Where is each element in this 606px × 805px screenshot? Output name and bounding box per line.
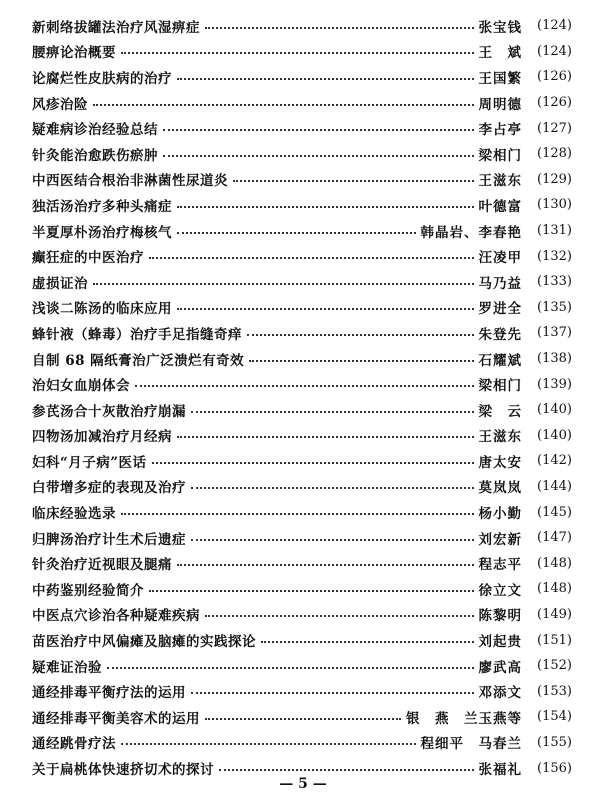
entry-author: 邓添文 [478, 685, 522, 702]
toc-entry [32, 141, 572, 167]
entry-title: 四物汤加减治疗月经病 [32, 429, 172, 446]
entry-page: (130) [537, 197, 572, 213]
toc-entry [32, 448, 572, 474]
entry-page: (124) [537, 43, 572, 59]
dot-leader [135, 385, 474, 387]
dot-leader [177, 308, 474, 310]
entry-author: 廖武高 [478, 659, 522, 676]
entry-author: 唐太安 [478, 454, 522, 471]
entry-page: (129) [537, 171, 572, 187]
entry-page: (135) [537, 299, 572, 315]
dot-leader [152, 462, 474, 464]
toc-entry [32, 550, 572, 576]
entry-author: 徐立文 [478, 582, 522, 599]
entry-title: 浅谈二陈汤的临床应用 [32, 301, 172, 318]
entry-author: 王滋东 [478, 429, 522, 446]
entry-author: 陈黎明 [478, 608, 522, 625]
toc-entry [32, 678, 572, 704]
toc-entry [32, 346, 572, 372]
dot-leader [93, 283, 474, 285]
entry-title: 参芪汤合十灰散治疗崩漏 [32, 403, 186, 420]
dot-leader [261, 641, 474, 643]
entry-title: 针灸治疗近视眼及腿痛 [32, 557, 172, 574]
entry-page: (152) [537, 658, 572, 674]
entry-author: 张福礼 [478, 762, 522, 779]
entry-title: 新刺络拔罐法治疗风湿痹症 [32, 19, 200, 36]
entry-page: (126) [537, 69, 572, 85]
entry-author: 程细平 马春兰 [420, 736, 522, 753]
entry-title: 蜂针液（蜂毒）治疗手足指缝奇痒 [32, 326, 242, 343]
entry-title: 中药鉴别经验简介 [32, 582, 144, 599]
toc-entry [32, 320, 572, 346]
page-number: — 5 — [279, 776, 327, 792]
dot-leader [219, 769, 474, 771]
toc-entry [32, 167, 572, 193]
entry-author: 石耀斌 [478, 352, 522, 369]
dot-leader [191, 539, 474, 541]
entry-author: 叶德富 [478, 198, 522, 215]
toc-entry [32, 295, 572, 321]
dot-leader [177, 436, 474, 438]
toc-entry [32, 39, 572, 65]
entry-author: 韩晶岩、李春艳 [420, 224, 522, 241]
entry-page: (156) [537, 760, 572, 776]
entry-title: 自制 68 隔纸膏治广泛溃烂有奇效 [32, 352, 245, 369]
entry-page: (124) [537, 18, 572, 34]
entry-author: 梁 云 [478, 403, 522, 420]
entry-page: (144) [537, 478, 572, 494]
entry-author: 刘宏新 [478, 531, 522, 548]
dot-leader [191, 411, 474, 413]
toc-entry [32, 653, 572, 679]
toc-entry [32, 371, 572, 397]
dot-leader [121, 513, 474, 515]
entry-author: 马乃益 [478, 275, 522, 292]
entry-author: 王滋东 [478, 173, 522, 190]
entry-author: 朱登先 [478, 326, 522, 343]
entry-page: (139) [537, 376, 572, 392]
entry-title: 虚损证治 [32, 275, 88, 292]
entry-title: 论腐烂性皮肤病的治疗 [32, 70, 172, 87]
dot-leader [121, 743, 416, 745]
entry-title: 通经排毒平衡疗法的运用 [32, 685, 186, 702]
toc-entry [32, 115, 572, 141]
toc-entry [32, 269, 572, 295]
toc-entry [32, 90, 572, 116]
entry-title: 中西医结合根治非淋菌性尿道炎 [32, 173, 228, 190]
dot-leader [149, 590, 474, 592]
toc-entry [32, 602, 572, 628]
entry-page: (131) [537, 223, 572, 239]
toc-entry [32, 218, 572, 244]
entry-title: 关于扁桃体快速挤切术的探讨 [32, 762, 214, 779]
entry-page: (132) [537, 248, 572, 264]
toc-entry [32, 423, 572, 449]
dot-leader [205, 27, 474, 29]
entry-author: 罗进全 [478, 301, 522, 318]
entry-page: (140) [537, 427, 572, 443]
entry-author: 王 斌 [478, 45, 522, 62]
entry-title: 治妇女血崩体会 [32, 378, 130, 395]
entry-page: (148) [537, 581, 572, 597]
toc-entry [32, 397, 572, 423]
entry-title: 疑难病诊治经验总结 [32, 122, 158, 139]
toc-entry [32, 474, 572, 500]
dot-leader [191, 692, 474, 694]
toc-entry [32, 627, 572, 653]
toc-entry [32, 576, 572, 602]
entry-title: 临床经验选录 [32, 506, 116, 523]
entry-author: 程志平 [478, 557, 522, 574]
entry-page: (153) [537, 683, 572, 699]
dot-leader [107, 667, 474, 669]
entry-author: 李占亭 [478, 122, 522, 139]
dot-leader [191, 487, 474, 489]
entry-page: (147) [537, 530, 572, 546]
entry-author: 汪凌甲 [478, 250, 522, 267]
dot-leader [205, 615, 474, 617]
entry-author: 银 燕 兰玉燕等 [406, 710, 522, 727]
entry-title: 半夏厚朴汤治疗梅核气 [32, 224, 172, 241]
entry-title: 通经跳骨疗法 [32, 736, 116, 753]
toc-entry [32, 730, 572, 756]
entry-page: (137) [537, 325, 572, 341]
entry-title: 通经排毒平衡美容术的运用 [32, 710, 200, 727]
toc-entry [32, 13, 572, 39]
entry-title: 归脾汤治疗计生术后遗症 [32, 531, 186, 548]
entry-page: (148) [537, 555, 572, 571]
entry-author: 周明德 [478, 96, 522, 113]
entry-author: 梁相门 [478, 378, 522, 395]
entry-page: (127) [537, 120, 572, 136]
toc-entry [32, 499, 572, 525]
dot-leader [149, 257, 474, 259]
entry-title: 癫狂症的中医治疗 [32, 250, 144, 267]
dot-leader [205, 718, 401, 720]
dot-leader [163, 155, 474, 157]
entry-page: (142) [537, 453, 572, 469]
entry-page: (128) [537, 146, 572, 162]
table-of-contents [32, 13, 572, 781]
dot-leader [233, 180, 474, 182]
dot-leader [163, 129, 474, 131]
entry-page: (155) [537, 734, 572, 750]
toc-entry [32, 64, 572, 90]
entry-title: 疑难证治验 [32, 659, 102, 676]
entry-title: 苗医治疗中风偏瘫及脑瘫的实践探论 [32, 634, 256, 651]
entry-title: 妇科“月子病”医话 [32, 454, 147, 471]
entry-title: 独活汤治疗多种头痛症 [32, 198, 172, 215]
entry-title: 针灸能治愈跌伤瘀肿 [32, 147, 158, 164]
entry-page: (133) [537, 274, 572, 290]
toc-entry [32, 243, 572, 269]
entry-author: 梁相门 [478, 147, 522, 164]
entry-author: 刘起贵 [478, 634, 522, 651]
entry-page: (126) [537, 95, 572, 111]
entry-author: 莫岚岚 [478, 480, 522, 497]
entry-title: 白带增多症的表现及治疗 [32, 480, 186, 497]
dot-leader [177, 564, 474, 566]
entry-author: 杨小勤 [478, 506, 522, 523]
entry-page: (140) [537, 402, 572, 418]
dot-leader [121, 52, 474, 54]
entry-title: 中医点穴诊治各种疑难疾病 [32, 608, 200, 625]
dot-leader [93, 104, 474, 106]
dot-leader [177, 78, 474, 80]
entry-author: 张宝钱 [478, 19, 522, 36]
entry-page: (149) [537, 606, 572, 622]
toc-entry [32, 525, 572, 551]
entry-page: (151) [537, 632, 572, 648]
entry-title: 风疹治险 [32, 96, 88, 113]
dot-leader [249, 360, 473, 362]
entry-page: (154) [537, 709, 572, 725]
toc-entry [32, 704, 572, 730]
entry-author: 王国繁 [478, 70, 522, 87]
entry-page: (138) [537, 351, 572, 367]
dot-leader [177, 206, 474, 208]
dot-leader [247, 334, 474, 336]
entry-title: 腰痹论治概要 [32, 45, 116, 62]
entry-page: (145) [537, 504, 572, 520]
dot-leader [177, 232, 416, 234]
toc-entry [32, 192, 572, 218]
